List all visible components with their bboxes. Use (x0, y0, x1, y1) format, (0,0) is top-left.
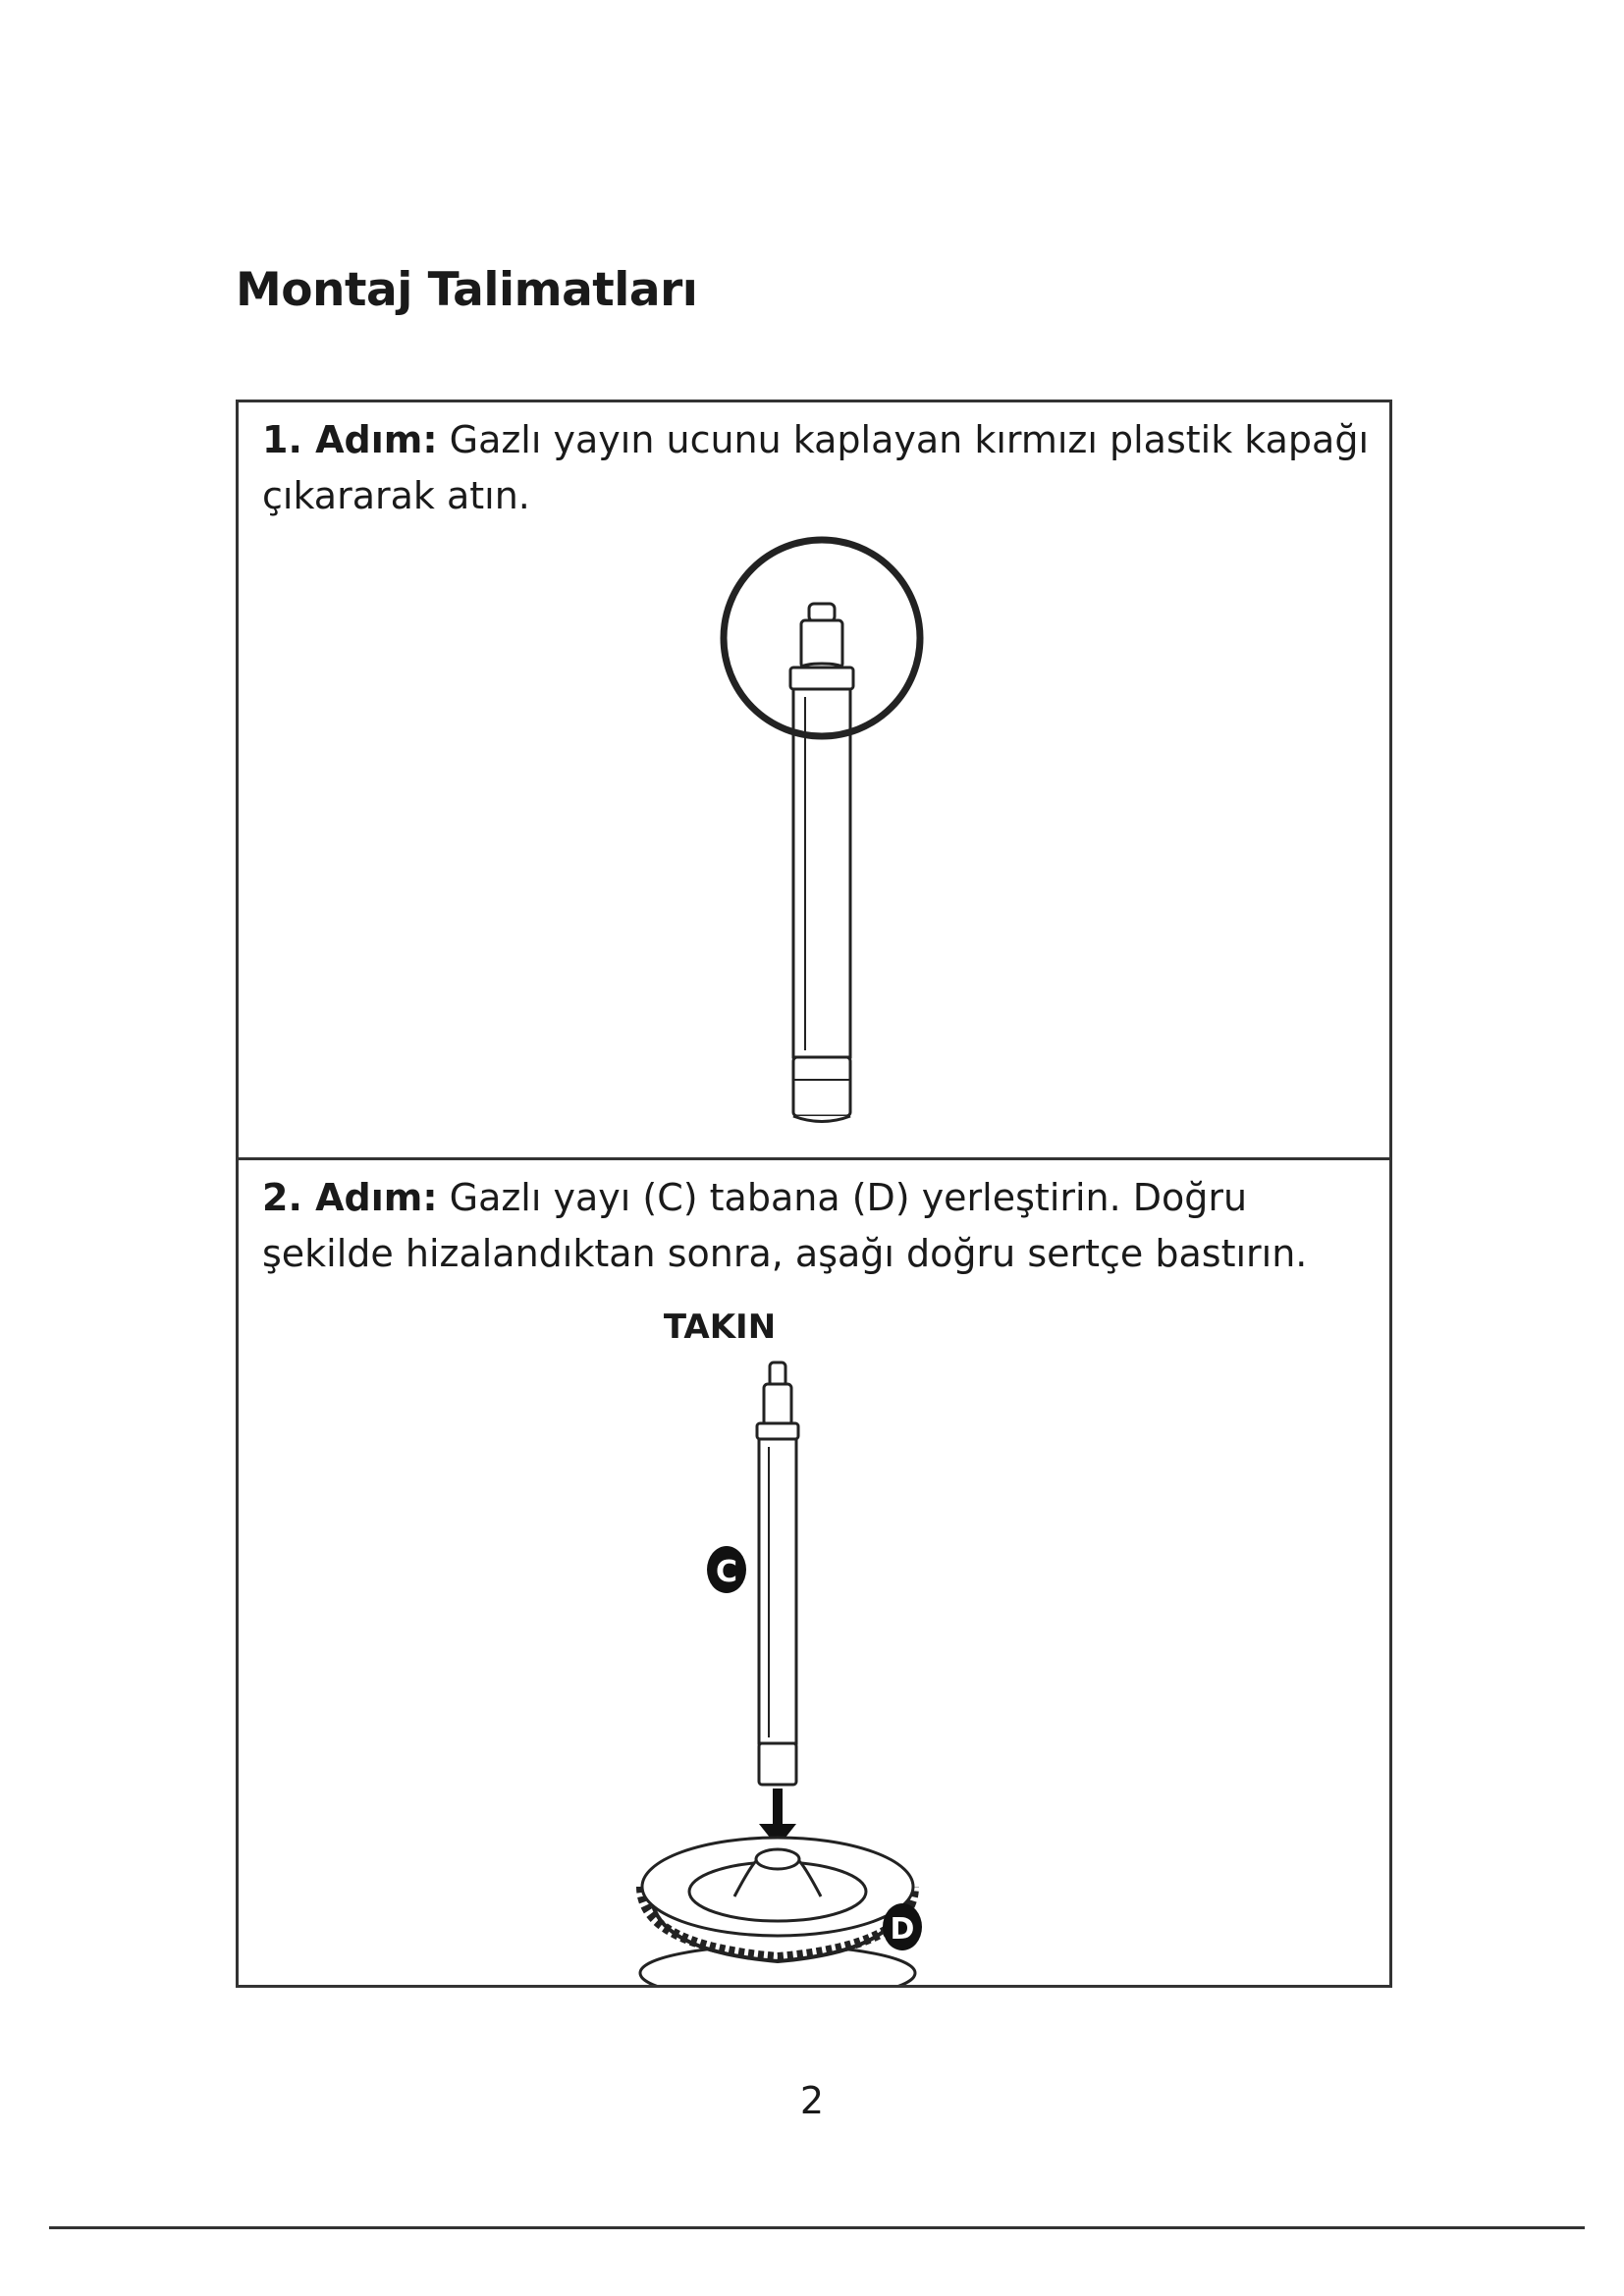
step-1-label: 1. Adım: (262, 418, 438, 461)
footer-rule (49, 2226, 1585, 2229)
step-2-text: Gazlı yayı (C) tabana (D) yerleştirin. Doğru şekilde hizalandıktan sonra, aşağı doğru sertçe bastırın. (262, 1176, 1308, 1275)
page-number: 2 (799, 2079, 825, 2122)
gas-spring-sleeve (793, 1057, 850, 1116)
figure-caption: TAKIN (663, 1308, 777, 1347)
spring-tip (770, 1362, 785, 1386)
gas-spring-tube (793, 689, 850, 1057)
step-1-text: Gazlı yayın ucunu kaplayan kırmızı plastik kapağı çıkararak atın. (262, 418, 1370, 517)
spring-tube (759, 1439, 796, 1743)
base-assembly-illustration (239, 1160, 1389, 1985)
marker-d-label: D (890, 1912, 915, 1947)
gas-spring-tip (809, 604, 835, 621)
marker-d-badge (883, 1903, 922, 1950)
spring-sleeve (759, 1743, 796, 1785)
gas-spring-illustration (239, 402, 1389, 1158)
marker-c-badge (707, 1546, 746, 1593)
step-1-panel (236, 400, 1392, 1160)
marker-c-label: C (715, 1555, 738, 1589)
gas-spring-neck (801, 620, 842, 667)
step-2-label: 2. Adım: (262, 1176, 438, 1219)
chair-base (640, 1838, 915, 1985)
step-2-panel (236, 1157, 1392, 1988)
page-title: Montaj Talimatları (236, 263, 698, 317)
